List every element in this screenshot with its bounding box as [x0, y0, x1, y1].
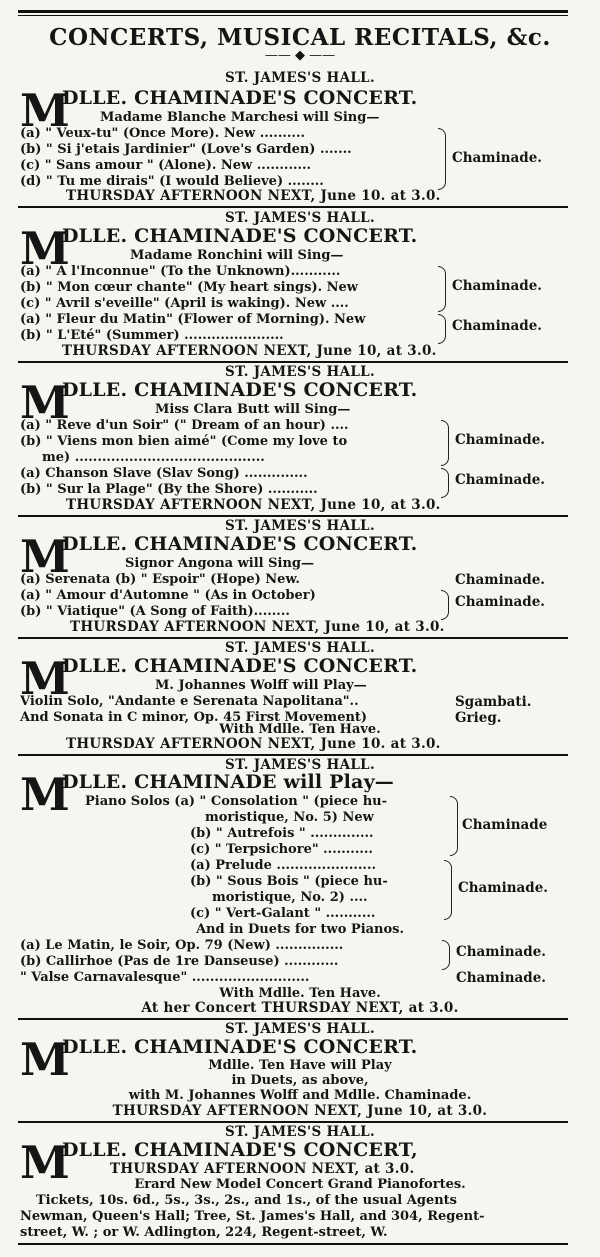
program-item: (b) " Sous Bois " (piece hu- — [190, 874, 388, 889]
drop-initial: M — [20, 376, 70, 429]
drop-initial: M — [20, 84, 70, 137]
brace — [441, 420, 449, 466]
program-item: (b) " Autrefois " .............. — [190, 826, 374, 841]
brace — [450, 796, 458, 856]
brace — [438, 314, 446, 344]
accompanist-line: With Mdlle. Ten Have. — [219, 986, 381, 1001]
program-item: (d) " Tu me dirais" (I would Believe) ........ — [20, 174, 324, 189]
top-rule — [18, 10, 568, 13]
brace — [444, 860, 452, 920]
ad-divider — [18, 206, 568, 208]
ad-heading: DLLE. CHAMINADE'S CONCERT. — [62, 87, 418, 109]
concert-date: THURSDAY AFTERNOON NEXT, June 10, at 3.0. — [112, 1103, 488, 1119]
ad-hall: ST. JAMES'S HALL. — [225, 757, 375, 773]
drop-initial: M — [20, 768, 70, 821]
brace — [441, 468, 449, 498]
concert-date: THURSDAY AFTERNOON NEXT, June 10, at 3.0. — [66, 497, 441, 513]
program-item: me) .......................................... — [42, 450, 265, 465]
composer-name: Chaminade. — [455, 594, 546, 610]
program-item: (c) " Avril s'eveille" (April is waking). New .... — [20, 296, 349, 311]
program-item: (c) " Terpsichore" ........... — [190, 842, 373, 857]
ad-hall: ST. JAMES'S HALL. — [225, 364, 375, 380]
composer-name: Chaminade. — [456, 970, 547, 986]
concert-date: THURSDAY AFTERNOON NEXT, June 10. at 3.0. — [66, 736, 441, 752]
concert-date: At her Concert THURSDAY NEXT, at 3.0. — [141, 1000, 459, 1016]
composer-name: Chaminade. — [458, 880, 549, 896]
composer-name: Sgambati. — [455, 694, 532, 710]
brace — [438, 266, 446, 312]
program-item: (a) " Veux-tu" (Once More). New .......... — [20, 126, 305, 141]
ad-heading: DLLE. CHAMINADE'S CONCERT, — [62, 1139, 418, 1161]
composer-name: Chaminade — [462, 817, 548, 833]
ad-hall: ST. JAMES'S HALL. — [225, 640, 375, 656]
bottom-rule — [18, 1243, 568, 1245]
program-item: (a) Serenata (b) " Espoir" (Hope) New. — [20, 572, 300, 587]
program-item: (c) " Vert-Galant " ........... — [190, 906, 376, 921]
program-item: with M. Johannes Wolff and Mdlle. Chaminade. — [128, 1088, 472, 1103]
performer-line: Miss Clara Butt will Sing— — [155, 402, 351, 417]
program-item: " Valse Carnavalesque" .......................... — [20, 970, 310, 985]
drop-initial: M — [20, 222, 70, 275]
ornament: —— ◆ —— — [264, 48, 336, 63]
ad-heading: DLLE. CHAMINADE'S CONCERT. — [62, 533, 418, 555]
duets-line: And in Duets for two Pianos. — [195, 922, 405, 937]
top-rule-thin — [18, 15, 568, 16]
program-item: And Sonata in C minor, Op. 45 First Movement) — [20, 710, 368, 725]
composer-name: Chaminade. — [455, 432, 546, 448]
ad-hall: ST. JAMES'S HALL. — [225, 518, 375, 534]
program-item: (a) " A l'Inconnue" (To the Unknown)........... — [20, 264, 341, 279]
ticket-info: Tickets, 10s. 6d., 5s., 3s., 2s., and 1s., of the usual Agents — [36, 1193, 457, 1208]
program-item: (b) " Mon cœur chante" (My heart sings). New — [20, 280, 358, 295]
ad-divider — [18, 1121, 568, 1123]
brace — [441, 590, 449, 620]
brace — [438, 128, 446, 190]
ad-hall: ST. JAMES'S HALL. — [225, 1021, 375, 1037]
program-item: (a) Prelude ...................... — [190, 858, 376, 873]
program-item: moristique, No. 5) New — [205, 810, 374, 825]
program-item: Piano Solos (a) " Consolation " (piece hu- — [85, 794, 388, 809]
program-item: (b) Callirhoe (Pas de 1re Danseuse) ............ — [20, 954, 339, 969]
program-item: (b) " Viens mon bien aimé" (Come my love to — [20, 434, 348, 449]
program-item: (b) " Si j'etais Jardinier" (Love's Garden) ....... — [20, 142, 352, 157]
ad-divider — [18, 754, 568, 756]
ticket-info: street, W. ; or W. Adlington, 224, Regent-street, W. — [20, 1225, 388, 1240]
composer-name: Chaminade. — [456, 944, 547, 960]
program-item: Violin Solo, "Andante e Serenata Napolitana".. — [20, 694, 359, 709]
program-item: (a) Chanson Slave (Slav Song) .............. — [20, 466, 308, 481]
composer-name: Chaminade. — [452, 150, 543, 166]
program-item: (b) " Sur la Plage" (By the Shore) ........... — [20, 482, 318, 497]
program-item: (a) " Reve d'un Soir" (" Dream of an hour) .... — [20, 418, 349, 433]
ad-divider — [18, 1018, 568, 1020]
drop-initial: M — [20, 652, 70, 705]
program-item: (c) " Sans amour " (Alone). New ............ — [20, 158, 312, 173]
composer-name: Chaminade. — [455, 472, 546, 488]
concert-date: THURSDAY AFTERNOON NEXT, June 10, at 3.0. — [70, 619, 445, 635]
program-item: (a) Le Matin, le Soir, Op. 79 (New) ............... — [20, 938, 344, 953]
brace — [442, 940, 450, 970]
program-item: moristique, No. 2) .... — [212, 890, 368, 905]
piano-maker-line: Erard New Model Concert Grand Pianofortes. — [134, 1177, 466, 1192]
concert-date: THURSDAY AFTERNOON NEXT, at 3.0. — [110, 1161, 415, 1177]
ad-heading: DLLE. CHAMINADE'S CONCERT. — [62, 225, 418, 247]
program-item: (b) " L'Eté" (Summer) ...................... — [20, 328, 284, 343]
ad-heading: DLLE. CHAMINADE'S CONCERT. — [62, 379, 418, 401]
drop-initial: M — [20, 1033, 70, 1086]
concert-date: THURSDAY AFTERNOON NEXT, June 10, at 3.0. — [62, 343, 437, 359]
program-item: (a) " Amour d'Automne " (As in October) — [20, 588, 316, 603]
performer-line: Signor Angona will Sing— — [125, 556, 315, 571]
ad-divider — [18, 361, 568, 363]
ad-divider — [18, 637, 568, 639]
performer-line: Mdlle. Ten Have will Play — [208, 1058, 392, 1073]
ad-heading: DLLE. CHAMINADE will Play— — [62, 771, 395, 793]
performer-line: Madame Ronchini will Sing— — [130, 248, 344, 263]
composer-name: Grieg. — [455, 710, 502, 726]
performer-line: Madame Blanche Marchesi will Sing— — [100, 110, 380, 125]
composer-name: Chaminade. — [452, 278, 543, 294]
program-item: (b) " Viatique" (A Song of Faith)........ — [20, 604, 290, 619]
program-item: in Duets, as above, — [231, 1073, 369, 1088]
drop-initial: M — [20, 530, 70, 583]
ad-hall: ST. JAMES'S HALL. — [225, 70, 375, 86]
ad-heading: DLLE. CHAMINADE'S CONCERT. — [62, 1036, 418, 1058]
composer-name: Chaminade. — [452, 318, 543, 334]
ticket-info: Newman, Queen's Hall; Tree, St. James's Hall, and 304, Regent- — [20, 1209, 485, 1224]
performer-line: M. Johannes Wolff will Play— — [155, 678, 367, 693]
composer-name: Chaminade. — [455, 572, 546, 588]
drop-initial: M — [20, 1136, 70, 1189]
ad-divider — [18, 515, 568, 517]
program-item: (a) " Fleur du Matin" (Flower of Morning). New — [20, 312, 366, 327]
ad-hall: ST. JAMES'S HALL. — [225, 210, 375, 226]
accompanist-line: With Mdlle. Ten Have. — [219, 722, 381, 737]
section-title: CONCERTS, MUSICAL RECITALS, &c. — [49, 24, 551, 51]
ad-hall: ST. JAMES'S HALL. — [225, 1124, 375, 1140]
concert-date: THURSDAY AFTERNOON NEXT, June 10. at 3.0. — [66, 188, 441, 204]
ad-heading: DLLE. CHAMINADE'S CONCERT. — [62, 655, 418, 677]
